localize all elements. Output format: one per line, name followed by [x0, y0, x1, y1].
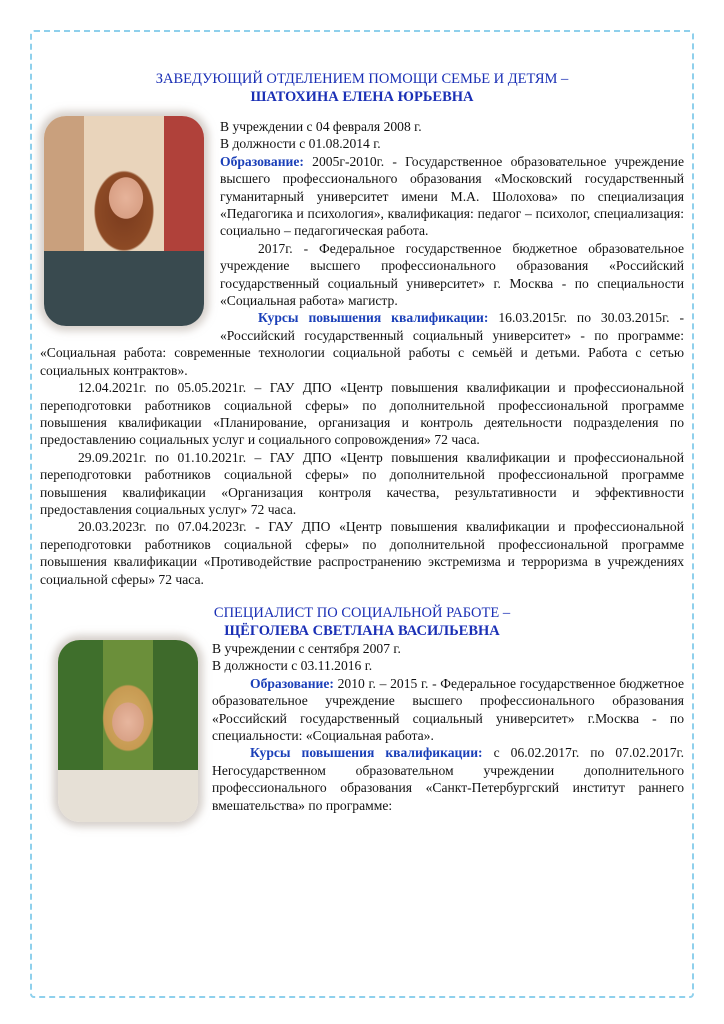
- section1-courses-label: Курсы повышения квалификации:: [258, 310, 489, 326]
- section2-title-line1: СПЕЦИАЛИСТ ПО СОЦИАЛЬНОЙ РАБОТЕ –: [213, 604, 511, 621]
- section1-position: В должности с 01.08.2014 г.: [220, 136, 381, 152]
- section1-education-2: 2017г. - Федеральное государственное бюджетное образовательное учреждение высшего профессионального образования «Российский государственный социальный университет» г. Москва - по специальности «Социальная работа» магистр.: [220, 240, 684, 309]
- section2-title-line2: ЩЁГОЛЕВА СВЕТЛАНА ВАСИЛЬЕВНА: [224, 622, 500, 639]
- section1-courses-text: 16.03.2015г. по 30.03.2015г. - «Российский государственный социальный университет» - по программе: «Социальная работа: современные технологии социальной работы с семьёй и детьми. Работа с сетью социальных контрактов».: [40, 310, 685, 378]
- section1-course-2: 12.04.2021г. по 05.05.2021г. – ГАУ ДПО «Центр повышения квалификации и профессиональной переподготовки работников социальной сферы» по дополнительной профессиональной программе повышения квалификации «Планирование, организация и контроль деятельности подразделения по предоставлению социальных услуг и социального сопровождения» 72 часа.: [40, 380, 684, 448]
- section2-since: В учреждении с сентября 2007 г.: [212, 640, 401, 656]
- section1-course-4: 20.03.2023г. по 07.04.2023г. - ГАУ ДПО «Центр повышения квалификации и профессиональной переподготовки работников социальной сферы» по дополнительной профессиональной программе повышения квалификации «Противодействие распространению экстремизма и терроризма в учреждениях социальной сферы» 72 часа.: [40, 519, 684, 587]
- section1-education-label: Образование:: [220, 153, 304, 169]
- section2-courses-label: Курсы повышения квалификации:: [250, 745, 483, 761]
- portrait-shatokhina: [44, 116, 204, 326]
- section2-education-text: 2010 г. – 2015 г. - Федеральное государственное бюджетное образовательное учреждение высшего профессионального образования «Российский государственный социальный университет» г.Москва - по специальности: «Социальная работа».: [212, 675, 684, 743]
- section1-course-3: 29.09.2021г. по 01.10.2021г. – ГАУ ДПО «Центр повышения квалификации и профессиональной переподготовки работников социальной сферы» по дополнительной профессиональной программе повышения квалификации «Организация контроля качества, результативности и эффективности предоставления социальных услуг» 72 часа.: [40, 449, 684, 517]
- section2-courses-text: с 06.02.2017г. по 07.02.2017г. Негосударственном образовательном учреждении дополнительного профессионального образования «Санкт-Петербургский институт раннего вмешательства» по программе:: [212, 745, 684, 813]
- section1-title-line1: ЗАВЕДУЮЩИЙ ОТДЕЛЕНИЕМ ПОМОЩИ СЕМЬЕ И ДЕТЯМ –: [155, 71, 569, 87]
- section1-since: В учреждении с 04 февраля 2008 г.: [220, 119, 422, 134]
- section1-education-text: 2005г-2010г. - Государственное образовательное учреждение высшего профессионального образования «Московский государственный гуманитарный университет имени М.А. Шолохова» по специализация «Педагогика и психология», квалификация: педагог – психолог, специализация: социально – педагогическая работа.: [220, 153, 684, 239]
- section2-position: В должности с 03.11.2016 г.: [212, 658, 373, 674]
- section2-education-label: Образование:: [250, 675, 334, 691]
- portrait-shchegoleva: [58, 640, 198, 822]
- section1-title-line2: ШАТОХИНА ЕЛЕНА ЮРЬЕВНА: [250, 89, 474, 105]
- document-body: [40, 70, 684, 828]
